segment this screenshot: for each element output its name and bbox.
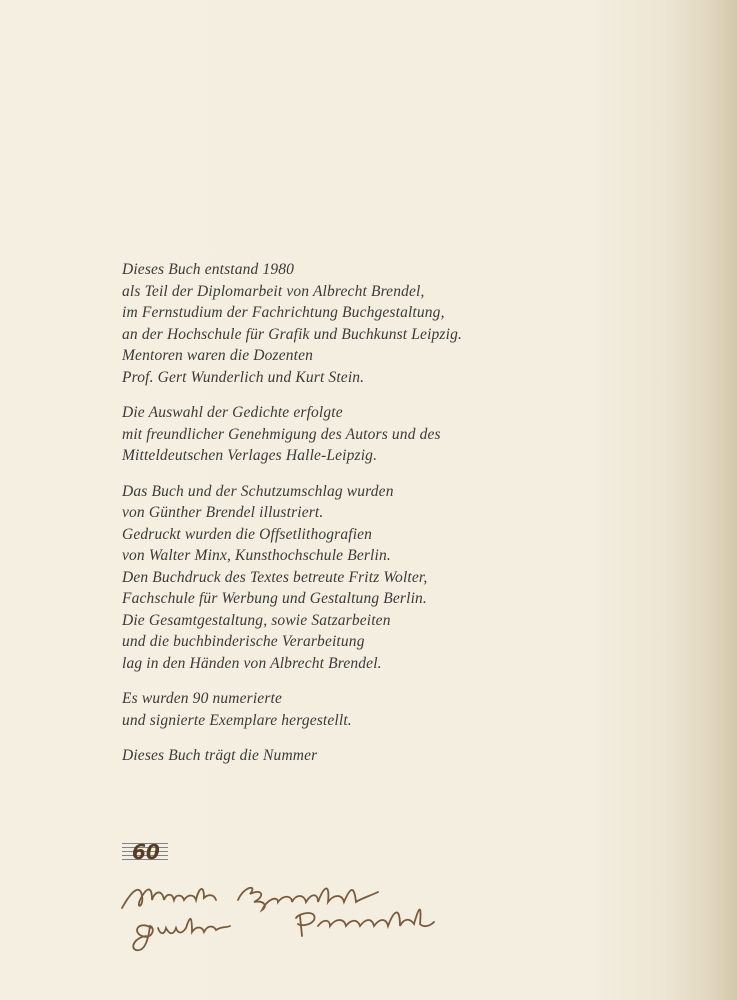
text-line: Fachschule für Werbung und Gestaltung Berlin. <box>122 590 427 607</box>
text-line: Prof. Gert Wunderlich und Kurt Stein. <box>122 368 365 386</box>
text-line: im Fernstudium der Fachrichtung Buchgestaltung, <box>122 304 445 321</box>
colophon-paragraph-origin <box>122 259 562 388</box>
colophon-paragraph-production <box>122 481 562 675</box>
text-line: und signierte Exemplare hergestellt. <box>122 711 352 729</box>
text-line: Das Buch und der Schutzumschlag wurden <box>122 482 394 500</box>
colophon-paragraph-number <box>122 745 562 767</box>
copy-number: 60 <box>132 840 160 864</box>
text-line: Gedruckt wurden die Offsetlithografien <box>122 525 373 543</box>
colophon-paragraph-edition <box>122 688 562 731</box>
text-line: Dieses Buch trägt die Nummer <box>122 747 318 764</box>
text-line: Den Buchdruck des Textes betreute Fritz Wolter, <box>122 568 428 586</box>
text-line: an der Hochschule für Grafik und Buchkunst Leipzig. <box>122 325 462 343</box>
colophon-text <box>122 259 562 781</box>
text-line: von Günther Brendel illustriert. <box>122 504 324 521</box>
signature-albrecht-brendel <box>118 870 498 955</box>
text-line: Die Gesamtgestaltung, sowie Satzarbeiten <box>122 611 391 629</box>
text-line: Dieses Buch entstand 1980 <box>122 261 295 278</box>
text-line: und die buchbinderische Verarbeitung <box>122 633 365 650</box>
text-line: von Walter Minx, Kunsthochschule Berlin. <box>122 547 391 564</box>
colophon-paragraph-poems <box>122 402 562 467</box>
text-line: lag in den Händen von Albrecht Brendel. <box>122 654 382 672</box>
text-line: Es wurden 90 numerierte <box>122 690 283 707</box>
text-line: Die Auswahl der Gedichte erfolgte <box>122 404 343 421</box>
text-line: als Teil der Diplomarbeit von Albrecht Brendel, <box>122 282 425 300</box>
signatures <box>118 870 498 955</box>
text-line: Mentoren waren die Dozenten <box>122 347 314 364</box>
text-line: Mitteldeutschen Verlages Halle-Leipzig. <box>122 447 378 464</box>
copy-number-field <box>122 838 170 864</box>
text-line: mit freundlicher Genehmigung des Autors und des <box>122 425 441 443</box>
